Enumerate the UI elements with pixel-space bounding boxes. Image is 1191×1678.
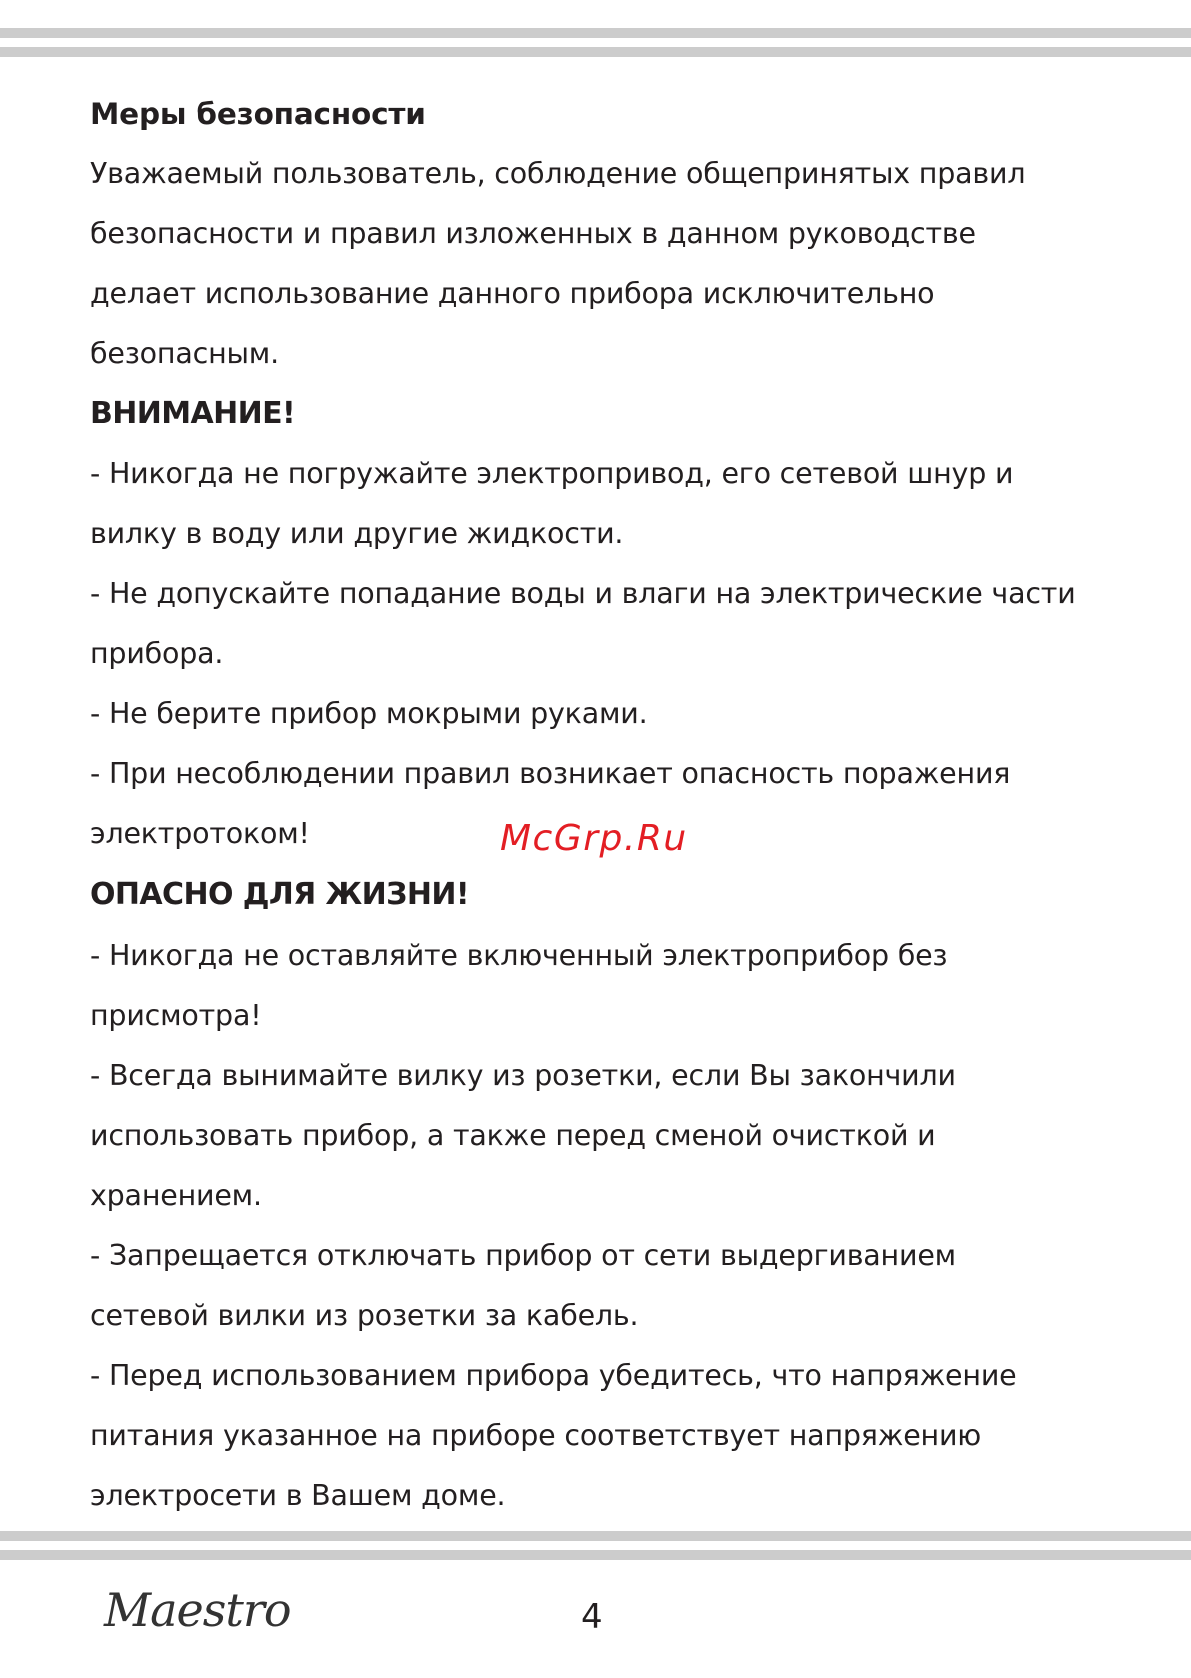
bottom-rule xyxy=(0,1531,1191,1541)
bottom-rule-secondary xyxy=(0,1550,1191,1560)
section-heading: Меры безопасности xyxy=(90,97,426,131)
danger-line: использовать прибор, а также перед сменой очисткой и xyxy=(90,1119,936,1152)
brand-logo: Maestro xyxy=(104,1583,291,1637)
warning-line: - Не берите прибор мокрыми руками. xyxy=(90,697,648,730)
danger-line: - Перед использованием прибора убедитесь, что напряжение xyxy=(90,1359,1017,1392)
warning-line: - Никогда не погружайте электропривод, его сетевой шнур и xyxy=(90,457,1014,490)
top-rule-secondary xyxy=(0,47,1191,57)
intro-line: делает использование данного прибора исключительно xyxy=(90,277,935,310)
watermark: McGrp.Ru xyxy=(500,818,688,859)
warning-line: электротоком! xyxy=(90,817,310,850)
warning-heading: ВНИМАНИЕ! xyxy=(90,396,296,431)
danger-line: присмотра! xyxy=(90,999,262,1032)
danger-line: - Всегда вынимайте вилку из розетки, если Вы закончили xyxy=(90,1059,956,1092)
danger-line: сетевой вилки из розетки за кабель. xyxy=(90,1299,639,1332)
warning-line: прибора. xyxy=(90,637,224,670)
intro-line: Уважаемый пользователь, соблюдение общепринятых правил xyxy=(90,157,1026,190)
warning-line: вилку в воду или другие жидкости. xyxy=(90,517,624,550)
page-number: 4 xyxy=(581,1597,603,1637)
page-content xyxy=(90,84,1130,1526)
top-rule xyxy=(0,28,1191,38)
warning-line: - Не допускайте попадание воды и влаги на электрические части xyxy=(90,577,1076,610)
danger-line: хранением. xyxy=(90,1179,262,1212)
danger-line: питания указанное на приборе соответствует напряжению xyxy=(90,1419,982,1452)
warning-line: - При несоблюдении правил возникает опасность поражения xyxy=(90,757,1011,790)
danger-line: - Никогда не оставляйте включенный электроприбор без xyxy=(90,939,948,972)
danger-line: - Запрещается отключать прибор от сети выдергиванием xyxy=(90,1239,956,1272)
danger-heading: ОПАСНО ДЛЯ ЖИЗНИ! xyxy=(90,877,469,912)
danger-line: электросети в Вашем доме. xyxy=(90,1479,506,1512)
intro-line: безопасности и правил изложенных в данном руководстве xyxy=(90,217,976,250)
intro-line: безопасным. xyxy=(90,337,279,370)
